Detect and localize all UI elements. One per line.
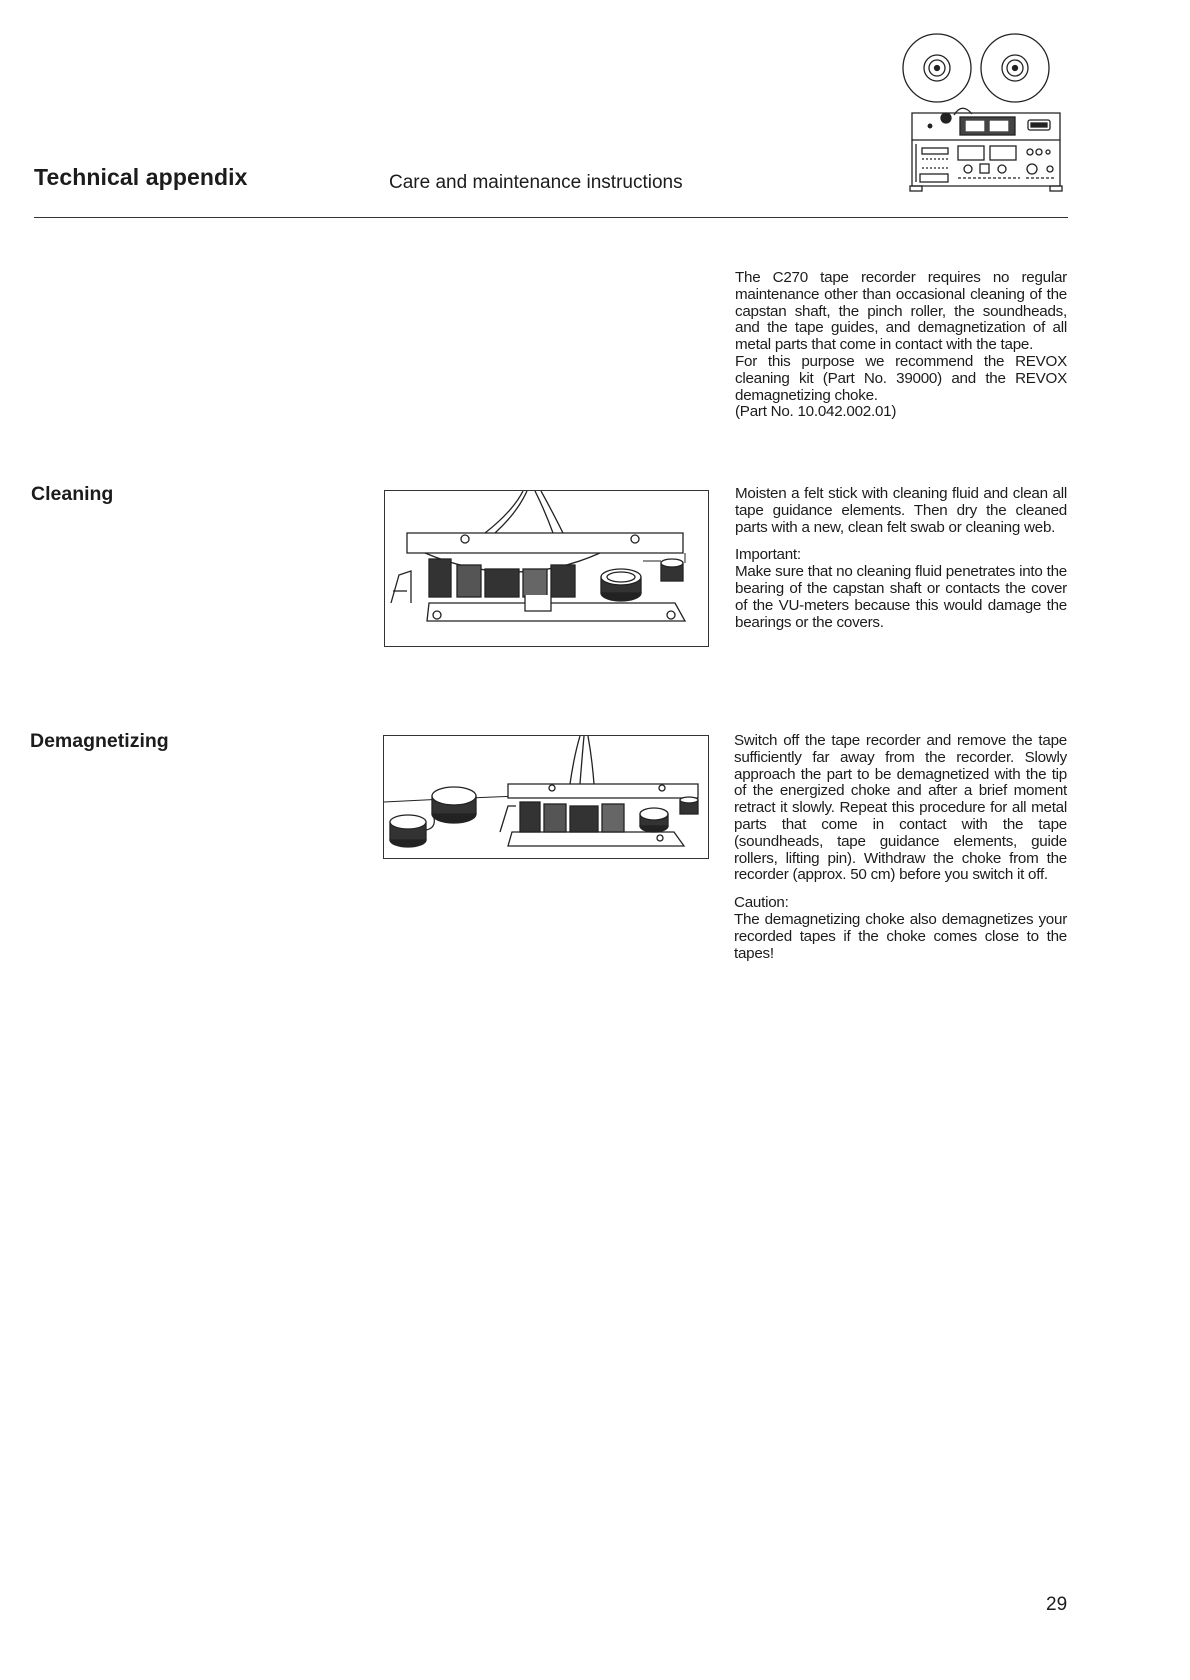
cleaning-text	[735, 486, 1067, 631]
demagnetizing-illustration	[383, 735, 709, 859]
page-title: Technical appendix	[34, 164, 248, 190]
demagnetizing-paragraph: Switch off the tape recorder and remove the tape sufficiently far away from the recorder. Slowly approach the part to be demagnetized with the tip of the energized choke and after a brief moment retract it slowly. Repeat this procedure for all metal parts that come in contact with the tape (soundheads, tape guidance elements, guide rollers, lifting pin). Withdraw the choke from the recorder (approx. 50 cm) before you switch it off.	[734, 732, 1067, 884]
important-label: Important:	[735, 546, 801, 564]
important-text: Make sure that no cleaning fluid penetrates into the bearing of the capstan shaft or contacts the cover of the VU-meters because this would damage the bearings or the covers.	[735, 563, 1067, 631]
intro-recommendation: For this purpose we recommend the REVOX cleaning kit (Part No. 39000) and the REVOX demagnetizing choke.	[735, 352, 1067, 404]
demagnetizing-heading: Demagnetizing	[30, 730, 169, 752]
intro-paragraph: The C270 tape recorder requires no regular maintenance other than occasional cleaning of the capstan shaft, the pinch roller, the soundheads, and the tape guides, and demagnetization of all metal parts that come in contact with the tape.	[735, 269, 1067, 354]
demagnetizing-text	[734, 733, 1067, 962]
page-number: 29	[1046, 1594, 1068, 1615]
header-divider	[34, 217, 1068, 218]
caution-label: Caution:	[734, 894, 789, 912]
cleaning-illustration	[384, 490, 709, 647]
page-subtitle: Care and maintenance instructions	[389, 172, 683, 193]
intro-part-number: (Part No. 10.042.002.01)	[735, 403, 897, 421]
tape-recorder-icon	[900, 18, 1072, 198]
cleaning-heading: Cleaning	[31, 483, 114, 505]
cleaning-paragraph: Moisten a felt stick with cleaning fluid and clean all tape guidance elements. Then dry the cleaned parts with a new, clean felt swab or cleaning web.	[735, 485, 1067, 536]
intro-text	[735, 270, 1067, 421]
caution-text: The demagnetizing choke also demagnetizes your recorded tapes if the choke comes close to the tapes!	[734, 910, 1067, 962]
